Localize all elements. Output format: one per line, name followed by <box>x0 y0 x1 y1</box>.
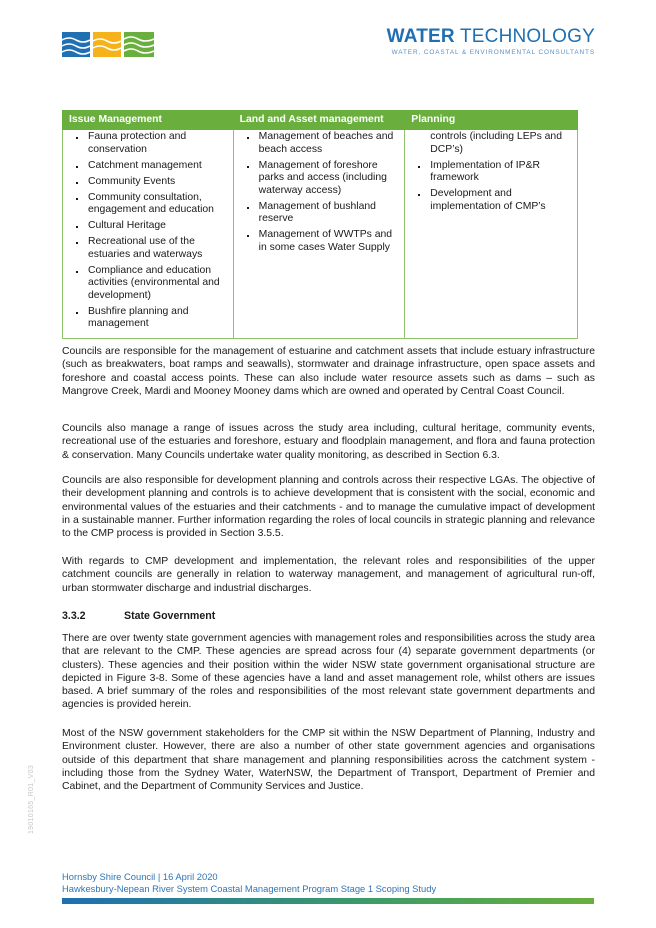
brand-tagline: WATER, COASTAL & ENVIRONMENTAL CONSULTANTS <box>391 49 595 56</box>
issue-management-cell <box>63 130 234 339</box>
list-item: ▪ Implementation of IP&R framework <box>428 160 573 185</box>
table-header-land-asset-management: Land and Asset management <box>233 111 405 130</box>
list-item: ▪ Management of bushland reserve <box>257 201 401 226</box>
paragraph-state-agencies: There are over twenty state government agencies with management roles and responsibilities across the study area that are relevant to the CMP. These agencies are spread across four (4) separate government departments (or clusters). These agencies and their position within the wider NSW state government organisational structure are depicted in Figure 3-8. Some of these agencies have a land and asset management role, whilst others are issues based. A brief summary of the roles and responsibilities of the most relevant state government departments and agencies is provided herein. <box>62 633 595 711</box>
land-asset-cell <box>233 130 405 339</box>
table-header-row <box>63 111 578 130</box>
brand-name-bold: WATER <box>386 26 455 47</box>
list-item: ▪ Development and implementation of CMP’s <box>428 188 573 213</box>
section-heading <box>62 610 215 622</box>
list-item: ▪ Catchment management <box>86 160 229 173</box>
council-responsibilities-table <box>62 110 578 339</box>
section-number: 3.3.2 <box>62 610 86 622</box>
brand-name <box>387 27 595 47</box>
list-item: ▪ Management of beaches and beach access <box>257 131 401 156</box>
water-technology-logo-icon <box>62 32 154 57</box>
list-item: ▪ Bushfire planning and management <box>86 306 229 331</box>
paragraph-nsw-stakeholders: Most of the NSW government stakeholders for the CMP sit within the NSW Department of Planning, Industry and Environment cluster. However, there are also a number of other state government agencies and organisations outside of this department that share management and planning responsibilities across the catchment system - including those from the Sydney Water, WaterNSW, the Department of Transport, Department of Premier and Cabinet, and the Department of Community Services and Justice. <box>62 728 595 793</box>
document-code: 19010165_R01_V03 <box>28 764 35 834</box>
planning-cell <box>405 130 578 339</box>
footer-client-date: Hornsby Shire Council | 16 April 2020 <box>62 871 218 882</box>
brand-name-rest: TECHNOLOGY <box>459 26 595 47</box>
footer-project-title: Hawkesbury-Nepean River System Coastal Management Program Stage 1 Scoping Study <box>62 882 437 894</box>
brand-block <box>387 27 595 56</box>
table-row <box>63 130 578 339</box>
list-item: ▪ Recreational use of the estuaries and waterways <box>86 236 229 261</box>
paragraph-development-planning: Councils are also responsible for development planning and controls across their respective LGAs. The objective of their development planning and controls is to achieve development that is consistent with the social, economic and environmental values of the estuaries and their catchments - and to manage the cumulative impact of development in a sustainable manner. Further information regarding the roles of local councils in strategic planning and relevance to the CMP process is provided in Section 3.5.5. <box>62 475 595 540</box>
planning-continued-text: controls (including LEPs and DCP’s) <box>430 131 562 155</box>
list-item: ▪ Cultural Heritage <box>86 220 229 233</box>
list-item: ▪ Community consultation, engagement and education <box>86 192 229 217</box>
footer <box>62 871 436 894</box>
list-item: ▪ Compliance and education activities (environmental and development) <box>86 265 229 303</box>
footer-color-bar <box>62 898 594 904</box>
section-title: State Government <box>124 610 216 622</box>
land-asset-list <box>238 131 401 255</box>
table-header-issue-management: Issue Management <box>63 111 234 130</box>
paragraph-council-assets: Councils are responsible for the management of estuarine and catchment assets that include estuary infrastructure (such as breakwaters, boat ramps and seawalls), stormwater and drainage infrastructure, open space assets and foreshore and coastal access points. These can also include water resource assets such as dams – such as Mangrove Creek, Mardi and Mooney Mooney dams which are owned and operated by Central Coast Council. <box>62 346 595 397</box>
list-item: ▪ Management of foreshore parks and access (including waterway access) <box>257 160 401 198</box>
table-header-planning: Planning <box>405 111 578 130</box>
list-item: ▪ Fauna protection and conservation <box>86 131 229 156</box>
paragraph-council-issues: Councils also manage a range of issues across the study area including, cultural heritage, community events, recreational use of the estuaries and foreshore, estuary and floodplain management, and flora and fauna protection & conservation. Many Councils undertake water quality monitoring, as described in Section 6.3. <box>62 423 595 461</box>
paragraph-cmp-roles: With regards to CMP development and implementation, the relevant roles and responsibilities of the upper catchment councils are generally in relation to waterway management, and management of agricultural run-off, urban stormwater discharge and industrial discharges. <box>62 556 595 594</box>
list-item: ▪ Community Events <box>86 176 229 189</box>
planning-list <box>409 160 573 214</box>
issue-management-list <box>67 131 229 331</box>
list-item: ▪ Management of WWTPs and in some cases Water Supply <box>257 229 401 254</box>
